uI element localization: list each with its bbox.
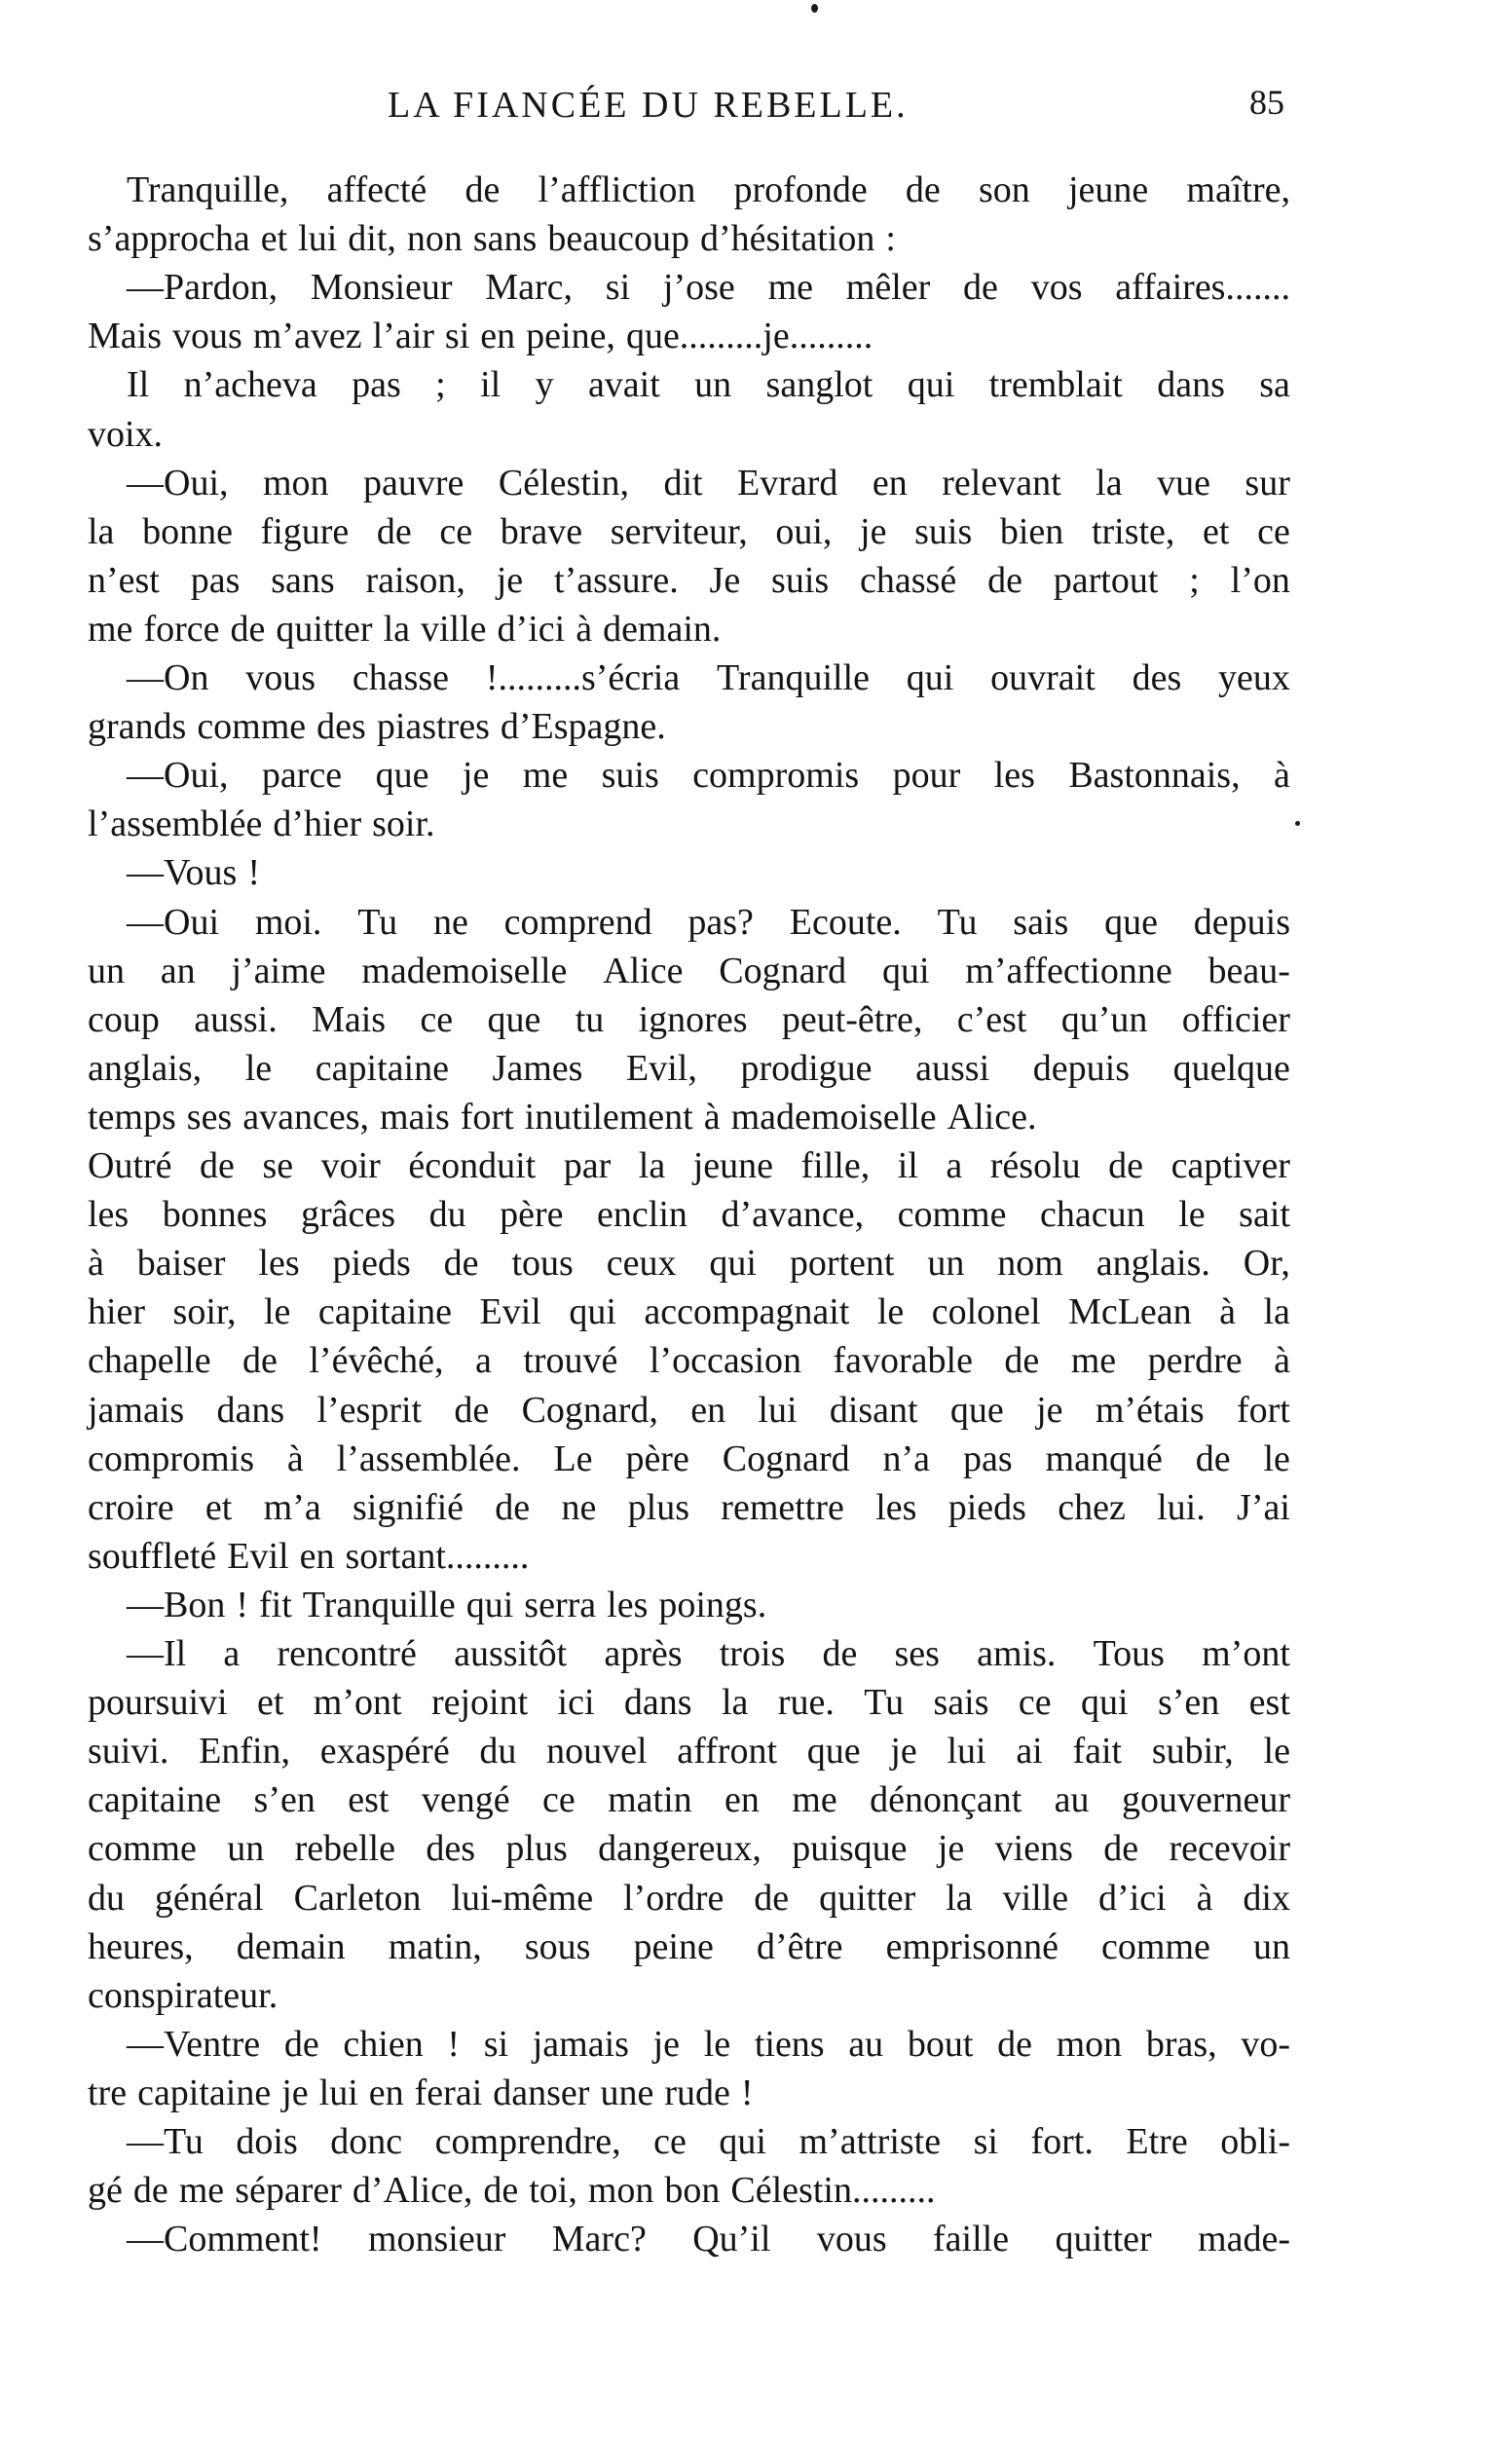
text-line: —Vous !	[127, 852, 260, 894]
text-line: compromis à l’assemblée. Le père Cognard n’a pas manqué de le	[88, 1437, 1290, 1479]
text-line: les bonnes grâces du père enclin d’avance, comme chacun le sait	[88, 1194, 1290, 1236]
text-line: n’est pas sans raison, je t’assure. Je suis chassé de partout ; l’on	[88, 559, 1290, 601]
ink-speck-top	[811, 4, 818, 13]
text-line: heures, demain matin, sous peine d’être emprisonné comme un	[88, 1925, 1290, 1967]
text-line: Il n’acheva pas ; il y avait un sanglot qui tremblait dans sa	[127, 364, 1290, 406]
text-line: croire et m’a signifié de ne plus remettre les pieds chez lui. J’ai	[88, 1486, 1290, 1528]
text-line: l’assemblée d’hier soir.	[88, 803, 435, 845]
text-line: —Il a rencontré aussitôt après trois de ses amis. Tous m’ont	[127, 1633, 1290, 1674]
text-line: —Oui, mon pauvre Célestin, dit Evrard en relevant la vue sur	[127, 462, 1290, 504]
running-title: LA FIANCÉE DU REBELLE.	[388, 85, 909, 126]
text-line: me force de quitter la ville d’ici à demain.	[88, 608, 722, 650]
text-line: tre capitaine je lui en ferai danser une rude !	[88, 2072, 754, 2113]
page-number: 85	[1249, 83, 1284, 122]
running-head	[0, 84, 1486, 142]
text-line: jamais dans l’esprit de Cognard, en lui disant que je m’étais fort	[88, 1389, 1290, 1431]
text-line: —Oui moi. Tu ne comprend pas? Ecoute. Tu sais que depuis	[127, 901, 1290, 943]
text-line: du général Carleton lui-même l’ordre de quitter la ville d’ici à dix	[88, 1877, 1290, 1919]
text-line: comme un rebelle des plus dangereux, puisque je viens de recevoir	[88, 1828, 1290, 1870]
text-line: chapelle de l’évêché, a trouvé l’occasion favorable de me perdre à	[88, 1340, 1290, 1382]
text-line: anglais, le capitaine James Evil, prodigue aussi depuis quelque	[88, 1047, 1290, 1089]
text-line: souffleté Evil en sortant.........	[88, 1535, 530, 1577]
ink-speck-right	[1295, 821, 1300, 826]
text-line: un an j’aime mademoiselle Alice Cognard qui m’affectionne beau-	[88, 950, 1290, 991]
text-line: poursuivi et m’ont rejoint ici dans la rue. Tu sais ce qui s’en est	[88, 1682, 1290, 1724]
text-line: à baiser les pieds de tous ceux qui portent un nom anglais. Or,	[88, 1243, 1290, 1285]
text-line: coup aussi. Mais ce que tu ignores peut-être, c’est qu’un officier	[88, 998, 1290, 1040]
text-line: grands comme des piastres d’Espagne.	[88, 706, 666, 748]
text-line: —Ventre de chien ! si jamais je le tiens au bout de mon bras, vo-	[127, 2023, 1290, 2065]
text-line: —Bon ! fit Tranquille qui serra les poings.	[127, 1584, 767, 1625]
text-line: conspirateur.	[88, 1974, 279, 2016]
text-line: —Pardon, Monsieur Marc, si j’ose me mêler de vos affaires.......	[127, 267, 1290, 309]
text-line: la bonne figure de ce brave serviteur, oui, je suis bien triste, et ce	[88, 510, 1290, 552]
text-line: —Oui, parce que je me suis compromis pour les Bastonnais, à	[127, 755, 1290, 797]
text-line: —On vous chasse !.........s’écria Tranquille qui ouvrait des yeux	[127, 657, 1290, 698]
text-line: —Tu dois donc comprendre, ce qui m’attriste si fort. Etre obli-	[127, 2121, 1290, 2162]
text-line: voix.	[88, 413, 164, 455]
text-line: —Comment! monsieur Marc? Qu’il vous faille quitter made-	[127, 2219, 1290, 2260]
text-line: capitaine s’en est vengé ce matin en me dénonçant au gouverneur	[88, 1779, 1290, 1821]
text-line: Outré de se voir éconduit par la jeune fille, il a résolu de captiver	[88, 1145, 1290, 1186]
text-line: Mais vous m’avez l’air si en peine, que.........je.........	[88, 316, 873, 357]
text-line: temps ses avances, mais fort inutilement à mademoiselle Alice.	[88, 1096, 1037, 1138]
text-line: hier soir, le capitaine Evil qui accompagnait le colonel McLean à la	[88, 1291, 1290, 1333]
text-line: Tranquille, affecté de l’affliction profonde de son jeune maître,	[127, 169, 1290, 210]
text-line: suivi. Enfin, exaspéré du nouvel affront que je lui ai fait subir, le	[88, 1731, 1290, 1773]
text-line: s’approcha et lui dit, non sans beaucoup d’hésitation :	[88, 218, 896, 260]
text-line: gé de me séparer d’Alice, de toi, mon bon Célestin.........	[88, 2170, 936, 2212]
